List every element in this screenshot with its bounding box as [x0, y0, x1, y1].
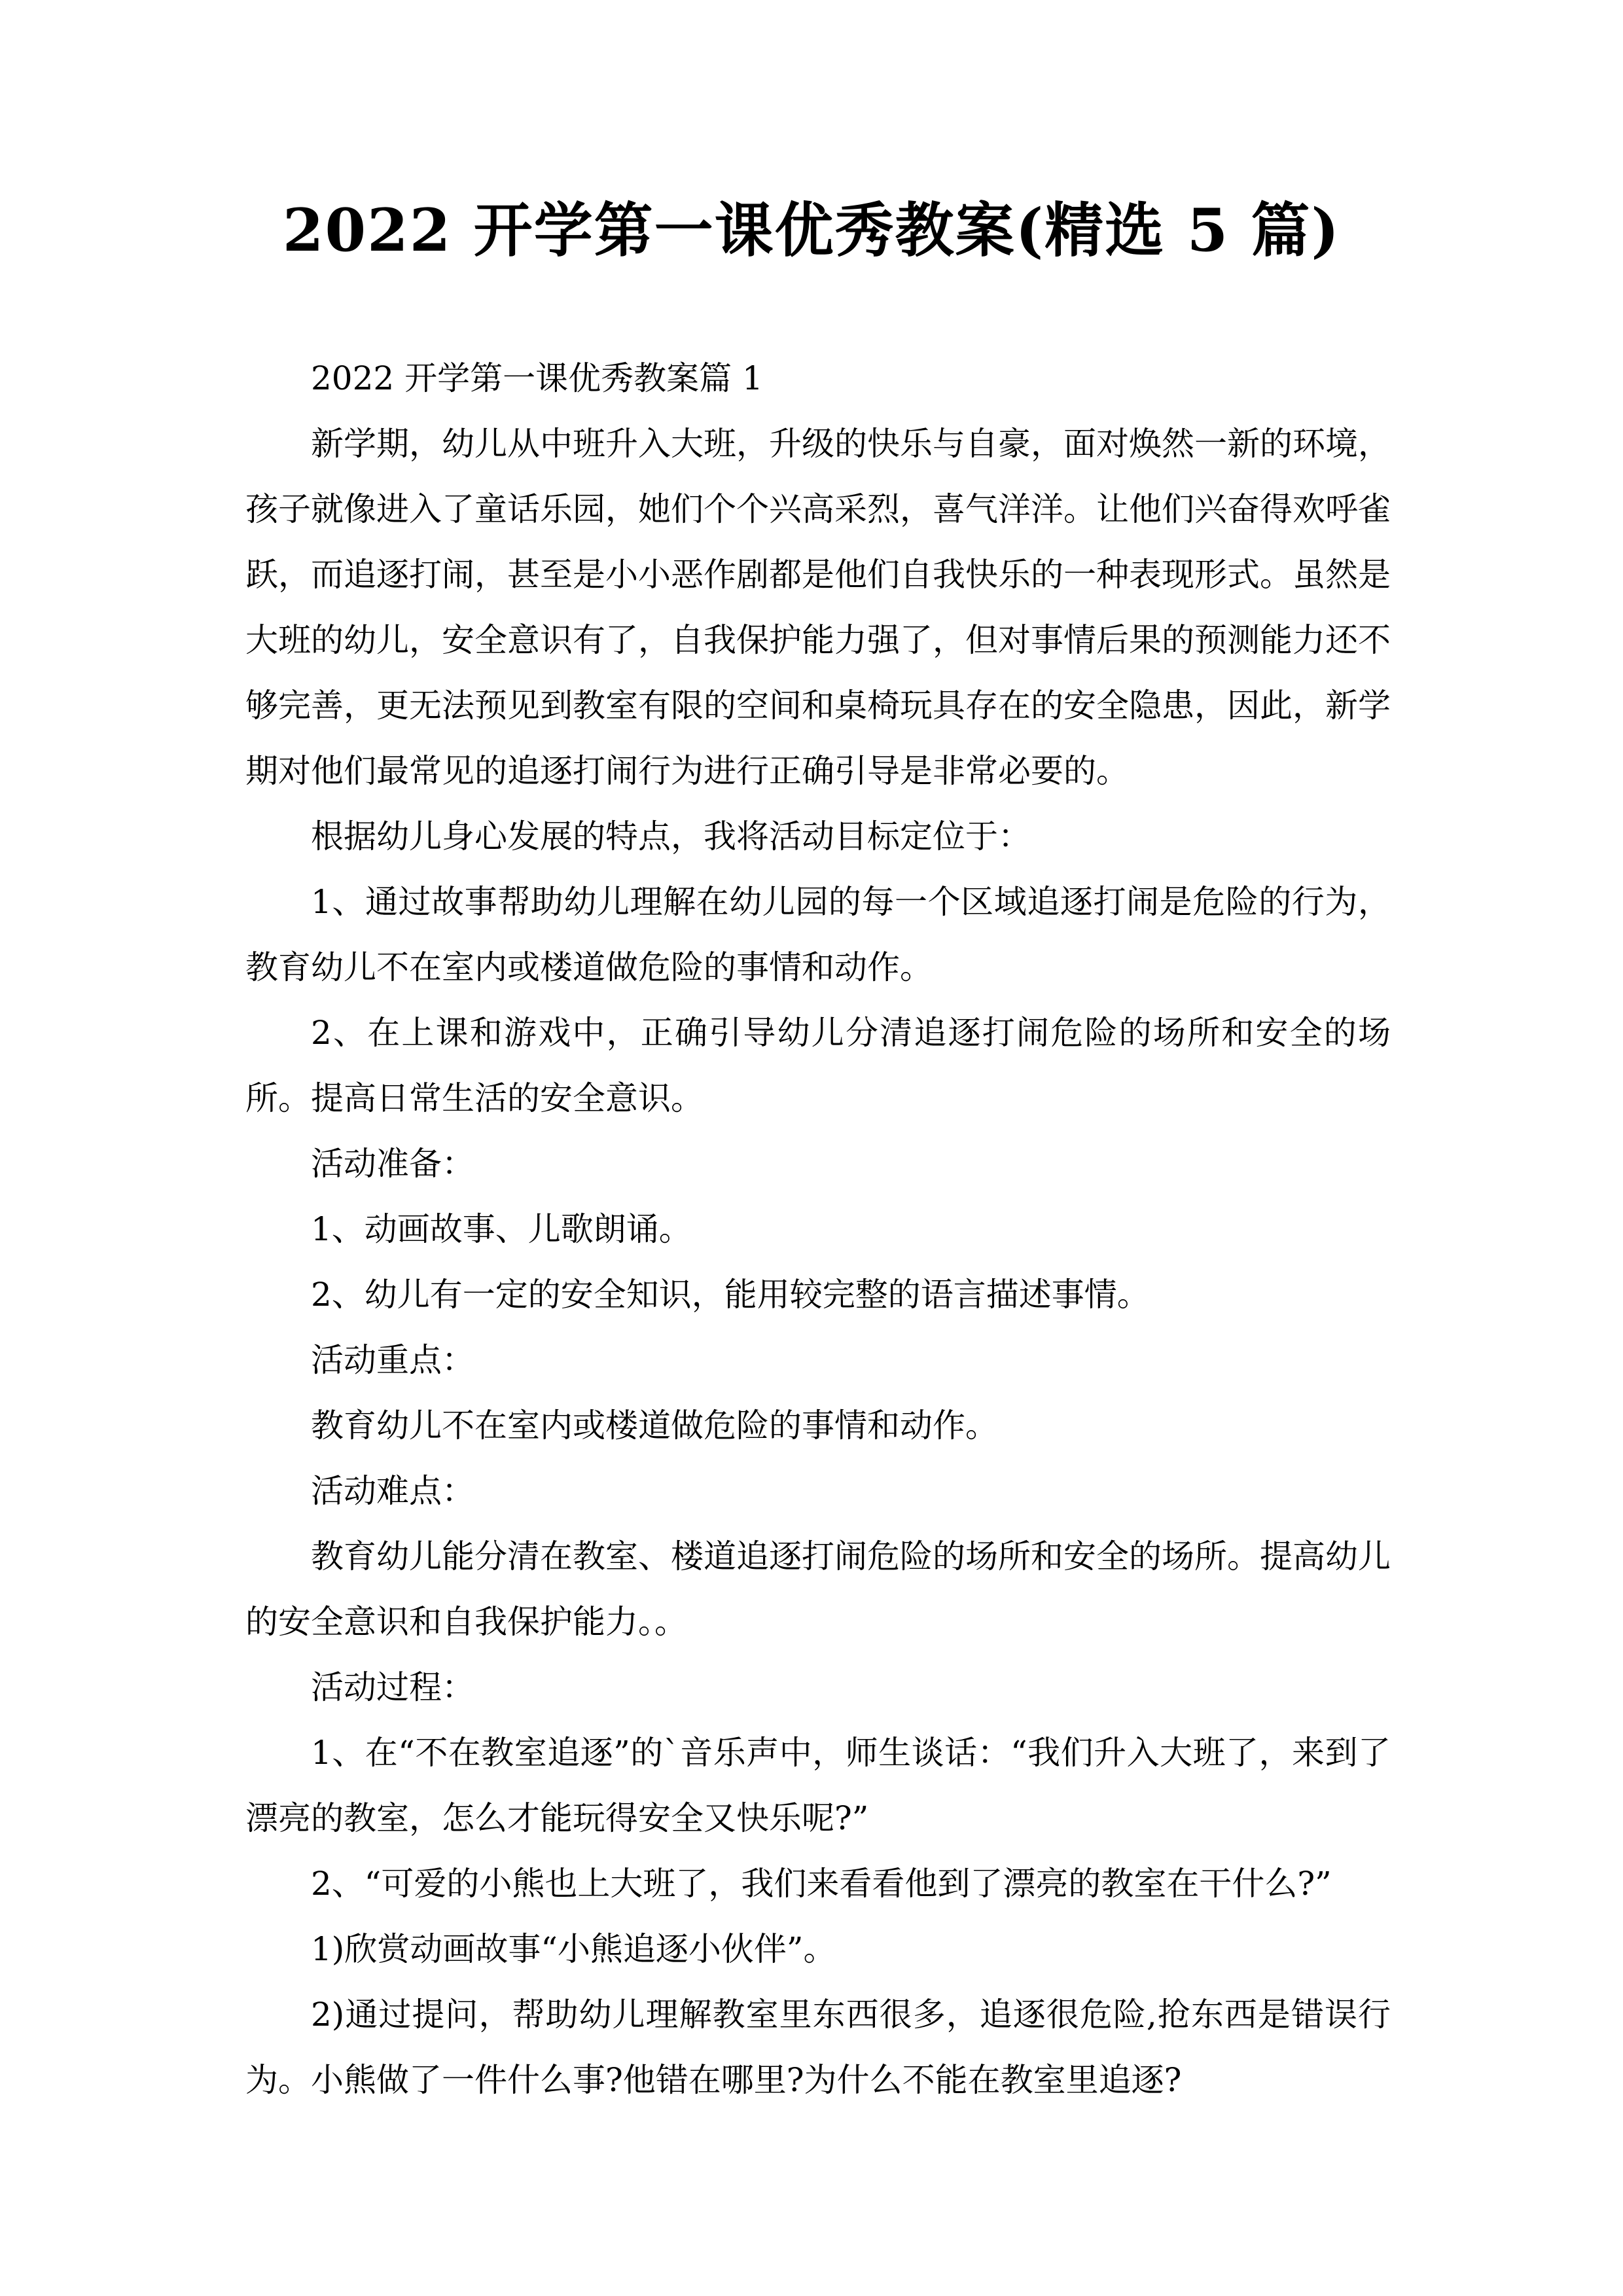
paragraph: 2、“可爱的小熊也上大班了，我们来看看他到了漂亮的教室在干什么?” — [311, 1865, 1332, 1903]
paragraph: 新学期，幼儿从中班升入大班，升级的快乐与自豪，面对焕然一新的环境，孩子就像进入了童话乐园，她们个个兴高采烈，喜气洋洋。让他们兴奋得欢呼雀跃，而追逐打闹，甚至是小小恶作剧都是他们自我快乐的一种表现形式。虽然是大班的幼儿，安全意识有了，自我保护能力强了，但对事情后果的预测能力还不够完善，更无法预见到教室有限的空间和桌椅玩具存在的安全隐患，因此，新学期对他们最常见的追逐打闹行为进行正确引导是非常必要的。 — [245, 425, 1391, 790]
paragraph: 活动准备： — [311, 1145, 474, 1183]
paragraph: 1、通过故事帮助幼儿理解在幼儿园的每一个区域追逐打闹是危险的行为，教育幼儿不在室内或楼道做危险的事情和动作。 — [245, 883, 1391, 986]
paragraph: 2022 开学第一课优秀教案篇 1 — [311, 359, 763, 397]
document-title: 2022 开学第一课优秀教案(精选 5 篇) — [282, 196, 1341, 265]
paragraph: 1)欣赏动画故事“小熊追逐小伙伴”。 — [311, 1930, 836, 1968]
document-body — [245, 346, 1391, 2113]
paragraph: 活动难点： — [311, 1472, 474, 1510]
paragraph: 1、动画故事、儿歌朗诵。 — [311, 1210, 692, 1248]
paragraph: 教育幼儿不在室内或楼道做危险的事情和动作。 — [311, 1407, 998, 1444]
paragraph: 2)通过提问，帮助幼儿理解教室里东西很多，追逐很危险,抢东西是错误行为。小熊做了一件什么事?他错在哪里?为什么不能在教室里追逐? — [245, 1996, 1391, 2099]
paragraph: 1、在“不在教室追逐”的`音乐声中，师生谈话：“我们升入大班了，来到了漂亮的教室，怎么才能玩得安全又快乐呢?” — [245, 1734, 1391, 1837]
paragraph: 活动过程： — [311, 1668, 474, 1706]
paragraph: 活动重点： — [311, 1341, 474, 1379]
paragraph: 根据幼儿身心发展的特点，我将活动目标定位于： — [311, 817, 1031, 855]
paragraph: 2、幼儿有一定的安全知识，能用较完整的语言描述事情。 — [311, 1276, 1150, 1314]
paragraph: 2、在上课和游戏中，正确引导幼儿分清追逐打闹危险的场所和安全的场所。提高日常生活的安全意识。 — [245, 1014, 1391, 1117]
paragraph: 教育幼儿能分清在教室、楼道追逐打闹危险的场所和安全的场所。提高幼儿的安全意识和自我保护能力。。 — [245, 1537, 1391, 1641]
